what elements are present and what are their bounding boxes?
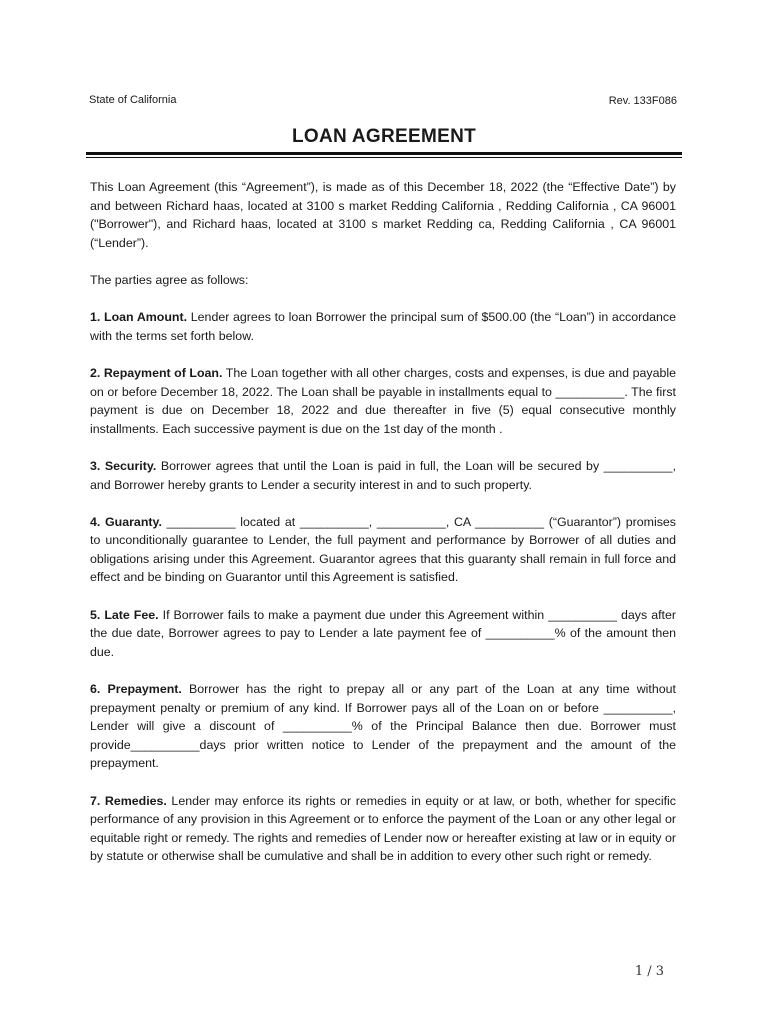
section-text: Borrower agrees that until the Loan is paid in full, the Loan will be secured by __________, and Borrower hereby grants to Lender a security interest in and to such property. <box>90 458 677 492</box>
section-prepayment <box>90 680 676 773</box>
section-title: 7. Remedies. <box>90 793 167 808</box>
section-title: 3. Security. <box>90 458 157 473</box>
section-text: Lender agrees to loan Borrower the principal sum of $500.00 (the “Loan”) in accordance with the terms set forth below. <box>90 310 676 343</box>
page-title: LOAN AGREEMENT <box>292 126 476 147</box>
title-rule-thin <box>86 157 682 158</box>
section-title: 4. Guaranty. <box>90 514 162 529</box>
section-text: The Loan together with all other charges, costs and expenses, is due and payable on or before December 18, 2022. The Loan shall be payable in installments equal to __________. The first payment is due on December 18, 2022 and due thereafter in five (5) equal consecutive monthly installments. Each successive payment is due on the 1st day of the month . <box>90 365 676 436</box>
section-text: Borrower has the right to prepay all or any part of the Loan at any time without prepayment penalty or premium of any kind. If Borrower pays all of the Loan on or before __________, Lender will give a discount of __________% of the Principal Balance then due. Borrower must provide__________days prior written notice to Lender of the prepayment and the amount of the prepayment. <box>90 682 676 771</box>
title-rule-thick <box>86 152 682 155</box>
parties-line: The parties agree as follows: <box>90 272 249 287</box>
section-text: __________ located at __________, __________, CA __________ (“Guarantor”) promises to unconditionally guarantee to Lender, the full payment and performance by Borrower of all duties and obligations arising under this Agreement. Guarantor agrees that this guaranty shall remain in full force and effect and be binding on Guarantor until this Agreement is satisfied. <box>90 514 676 585</box>
section-text: Lender may enforce its rights or remedies in equity or at law, or both, whether for specific performance of any provision in this Agreement or to enforce the payment of the Loan or any other legal or equitable right or remedy. The rights and remedies of Lender now or hereafter existing at law or in equity or by statute or otherwise shall be cumulative and shall be in addition to every other such right or remedy. <box>90 793 676 864</box>
section-guaranty <box>90 513 676 587</box>
section-title: 2. Repayment of Loan. <box>90 365 223 380</box>
section-title: 6. Prepayment. <box>90 682 182 697</box>
page-indicator: 1 / 3 <box>634 964 664 979</box>
section-late-fee <box>90 606 676 662</box>
section-title: 1. Loan Amount. <box>90 310 188 325</box>
section-loan-amount <box>90 308 676 345</box>
revision-label: Rev. 133F086 <box>608 95 677 107</box>
section-title: 5. Late Fee. <box>90 607 159 622</box>
section-text: If Borrower fails to make a payment due under this Agreement within __________ days after the due date, Borrower agrees to pay to Lender a late payment fee of __________% of the amount then due. <box>90 607 676 659</box>
section-security <box>90 457 676 494</box>
section-remedies <box>90 792 676 866</box>
intro-paragraph: This Loan Agreement (this “Agreement”), is made as of this December 18, 2022 (the “Effective Date”) by and between Richard haas, located at 3100 s market Redding California , Redding California , CA 96001 ("Borrower"), and Richard haas, located at 3100 s market Redding ca, Redding California , CA 96001 (“Lender”). <box>90 180 676 250</box>
section-repayment <box>90 364 676 438</box>
state-label: State of California <box>89 94 177 106</box>
agreement-body <box>90 178 676 885</box>
